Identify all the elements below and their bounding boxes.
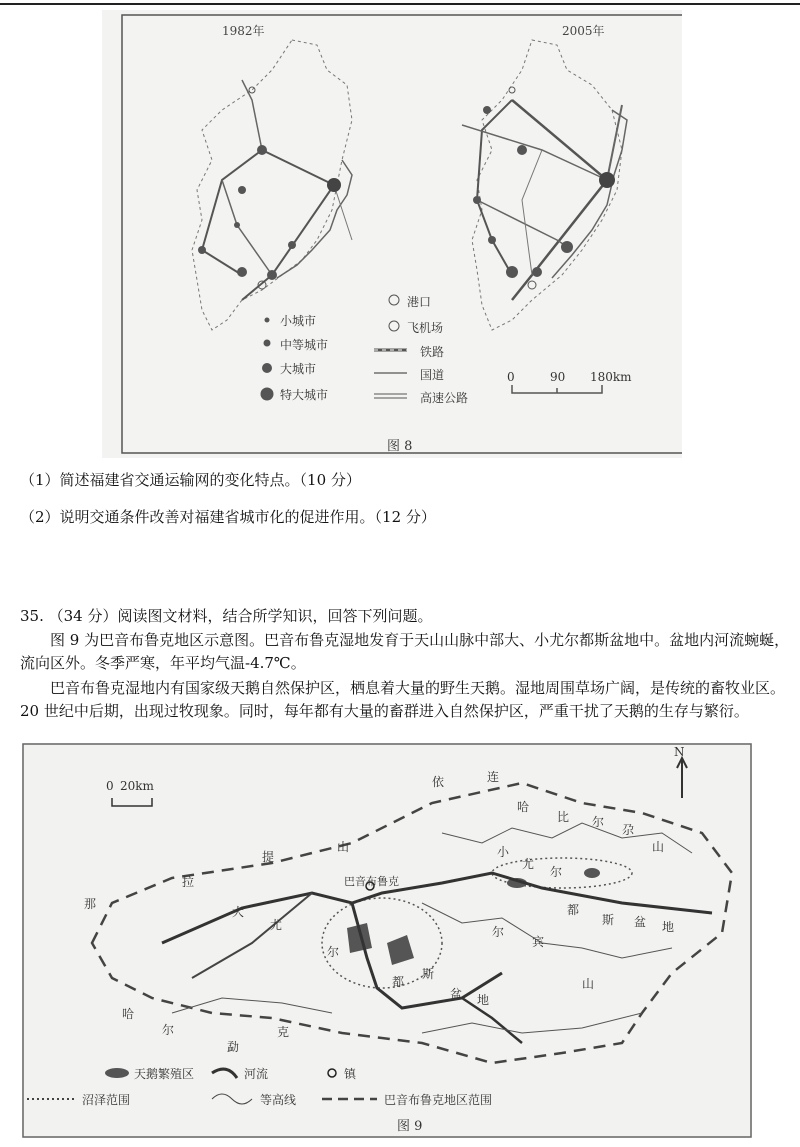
place-char: 山 xyxy=(652,840,665,854)
place-char: 山 xyxy=(337,840,350,854)
legend-region: 巴音布鲁克地区范围 xyxy=(384,1093,493,1107)
fujian-maps xyxy=(102,10,682,458)
place-char: 都 xyxy=(392,975,405,989)
place-char: 尤 xyxy=(270,918,283,932)
place-char: 依 xyxy=(432,775,445,789)
legend-port: 港口 xyxy=(407,295,432,309)
place-char: 哈 xyxy=(517,800,530,814)
figure-9-photo xyxy=(22,743,752,1138)
place-char: 山 xyxy=(582,977,595,991)
place-char: 拉 xyxy=(182,875,195,889)
place-char: 勐 xyxy=(227,1040,240,1054)
legend-town: 镇 xyxy=(344,1067,357,1081)
place-char: 尔 xyxy=(592,815,605,829)
legend-railway: 铁路 xyxy=(420,345,445,359)
bayinbuluke-map xyxy=(22,743,752,1138)
page-top-rule xyxy=(0,3,800,5)
town-label: 巴音布鲁克 xyxy=(344,875,399,888)
place-char: 尔 xyxy=(492,925,505,939)
north-label: N xyxy=(674,745,685,759)
scale-end: 180km xyxy=(590,370,632,384)
question-1: （1）简述福建省交通运输网的变化特点。（10 分） xyxy=(20,471,361,489)
place-char: 克 xyxy=(277,1025,290,1039)
place-char: 大 xyxy=(232,905,245,919)
place-char: 比 xyxy=(557,810,570,824)
legend-national-road: 国道 xyxy=(420,368,445,382)
place-char: 小 xyxy=(497,845,510,859)
scale-zero: 0 xyxy=(507,370,515,384)
legend-marsh: 沼泽范围 xyxy=(82,1093,131,1107)
place-char: 地 xyxy=(662,920,675,934)
question-35-para-1: 图 9 为巴音布鲁克地区示意图。巴音布鲁克湿地发育于天山山脉中部大、小尤尔都斯盆地中。盆地内河流蜿蜒，流向区外。冬季严寒，年平均气温-4.7℃。 xyxy=(20,631,790,672)
place-char: 地 xyxy=(477,993,490,1007)
legend-mega-city: 特大城市 xyxy=(280,388,329,402)
legend-medium-city: 中等城市 xyxy=(280,338,329,352)
place-char: 哈 xyxy=(122,1007,135,1021)
legend-river: 河流 xyxy=(244,1067,269,1081)
place-char: 尕 xyxy=(622,823,635,837)
year-1982-label: 1982年 xyxy=(222,24,265,38)
place-char: 那 xyxy=(84,897,97,911)
scale-end-9: 20km xyxy=(120,779,154,793)
place-char: 斯 xyxy=(602,913,615,927)
legend-small-city: 小城市 xyxy=(280,314,317,328)
place-char: 盆 xyxy=(450,987,463,1001)
legend-large-city: 大城市 xyxy=(280,362,317,376)
place-char: 斯 xyxy=(422,967,435,981)
place-char: 都 xyxy=(567,903,580,917)
question-35-para-2: 巴音布鲁克湿地内有国家级天鹅自然保护区，栖息着大量的野生天鹅。湿地周围草场广阔，是传统的畜牧业区。20 世纪中后期，出现过牧现象。同时，每年都有大量的畜群进入自然保护区，严重干扰了天鹅的生存与繁衍。 xyxy=(20,679,786,720)
legend-swan: 天鹅繁殖区 xyxy=(134,1067,195,1081)
figure-9-caption: 图 9 xyxy=(397,1119,423,1134)
place-char: 宾 xyxy=(532,935,545,949)
figure-8-photo xyxy=(102,10,682,458)
scale-zero-9: 0 xyxy=(106,779,114,793)
place-char: 连 xyxy=(487,770,500,784)
legend-expressway: 高速公路 xyxy=(420,391,469,405)
year-2005-label: 2005年 xyxy=(562,24,605,38)
question-2: （2）说明交通条件改善对福建省城市化的促进作用。（12 分） xyxy=(20,508,436,526)
question-35-header: 35. （34 分）阅读图文材料，结合所学知识，回答下列问题。 xyxy=(20,607,433,625)
place-char: 尔 xyxy=(327,945,340,959)
place-char: 提 xyxy=(262,850,275,864)
figure-8-caption: 图 8 xyxy=(387,439,413,454)
place-char: 盆 xyxy=(634,915,647,929)
scale-mid: 90 xyxy=(550,370,566,384)
place-char: 尔 xyxy=(162,1023,175,1037)
legend-contour: 等高线 xyxy=(260,1093,297,1107)
place-char: 尤 xyxy=(522,857,535,871)
legend-airport: 飞机场 xyxy=(407,321,444,335)
place-char: 尔 xyxy=(550,865,563,879)
